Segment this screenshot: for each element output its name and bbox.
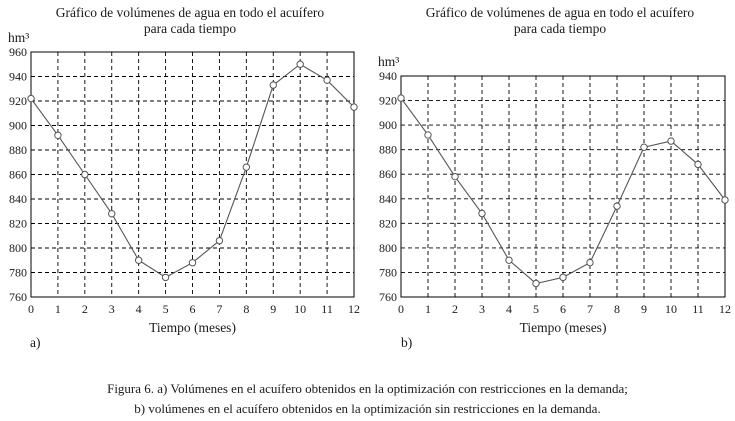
x-tick-label: 11 <box>692 302 704 316</box>
x-tick-label: 5 <box>162 302 169 316</box>
y-tick-label: 940 <box>379 69 397 83</box>
x-tick-label: 7 <box>216 302 223 316</box>
x-tick-label: 1 <box>54 302 61 316</box>
data-point-marker <box>668 138 674 144</box>
data-point-marker <box>722 197 728 203</box>
y-tick-label: 920 <box>379 93 397 108</box>
data-point-marker <box>351 104 357 110</box>
data-point-marker <box>243 164 249 170</box>
data-point-marker <box>533 280 539 286</box>
y-tick-label: 760 <box>379 290 397 304</box>
y-axis-label: hm³ <box>378 54 400 69</box>
y-tick-label: 880 <box>379 142 397 157</box>
figure-caption-line-2: b) volúmenes en el acuífero obtenidos en la optimización sin restricciones en la demanda. <box>134 401 601 416</box>
panel-label: a) <box>30 335 41 350</box>
x-tick-label: 5 <box>533 302 539 316</box>
data-point-marker <box>614 203 620 209</box>
figure-caption-line-1: Figura 6. a) Volúmenes en el acuífero obtenidos en la optimización con restricciones en la demanda; <box>107 381 628 396</box>
y-tick-label: 800 <box>379 240 397 255</box>
chart-title: Gráfico de volúmenes de agua en todo el acuífero <box>425 5 695 20</box>
chart-panel-b <box>378 5 731 350</box>
x-tick-label: 8 <box>614 302 620 316</box>
x-tick-label: 6 <box>189 302 196 316</box>
x-tick-label: 9 <box>641 302 647 316</box>
y-tick-label: 880 <box>9 143 27 157</box>
x-tick-label: 1 <box>425 302 431 316</box>
x-tick-label: 8 <box>243 302 250 316</box>
data-point-marker <box>270 82 276 88</box>
x-tick-label: 4 <box>506 302 512 316</box>
y-tick-label: 860 <box>9 167 27 182</box>
data-point-marker <box>55 132 61 138</box>
x-tick-label: 3 <box>108 302 115 316</box>
data-point-marker <box>479 210 485 216</box>
x-tick-label: 12 <box>719 302 731 316</box>
y-tick-label: 900 <box>379 118 397 133</box>
data-point-marker <box>162 274 168 280</box>
data-point-marker <box>560 274 566 280</box>
data-point-marker <box>28 95 34 101</box>
x-tick-label: 11 <box>321 302 333 316</box>
y-tick-label: 780 <box>9 265 27 280</box>
data-point-marker <box>109 211 115 217</box>
y-tick-label: 840 <box>379 191 397 206</box>
data-point-marker <box>398 95 404 101</box>
data-point-marker <box>189 260 195 266</box>
data-point-marker <box>425 132 431 138</box>
y-tick-label: 840 <box>9 192 27 206</box>
y-tick-label: 800 <box>9 241 27 255</box>
x-axis-label: Tiempo (meses) <box>519 320 607 335</box>
x-tick-label: 9 <box>270 302 277 316</box>
data-point-marker <box>135 257 141 263</box>
y-tick-label: 820 <box>9 216 27 231</box>
y-tick-label: 760 <box>9 290 27 304</box>
panel-label: b) <box>401 335 413 350</box>
x-tick-label: 0 <box>28 302 34 316</box>
x-tick-label: 2 <box>452 302 458 316</box>
data-point-marker <box>506 257 512 263</box>
chart-subtitle: para cada tiempo <box>513 21 607 36</box>
y-tick-label: 860 <box>379 167 397 182</box>
data-point-marker <box>297 61 303 67</box>
x-tick-label: 0 <box>398 302 404 316</box>
x-tick-label: 6 <box>560 302 566 316</box>
x-tick-label: 4 <box>135 302 142 316</box>
y-tick-label: 920 <box>9 94 27 108</box>
data-point-marker <box>695 161 701 167</box>
data-point-marker <box>641 144 647 150</box>
data-point-marker <box>452 173 458 179</box>
x-tick-label: 10 <box>294 302 307 316</box>
x-tick-label: 7 <box>587 302 593 316</box>
x-tick-label: 10 <box>665 302 677 316</box>
chart-panel-a <box>8 5 360 350</box>
data-point-marker <box>216 237 222 243</box>
data-point-marker <box>587 259 593 265</box>
y-tick-label: 900 <box>9 118 27 133</box>
y-tick-label: 820 <box>379 216 397 231</box>
data-point-marker <box>82 171 88 177</box>
x-tick-label: 2 <box>81 302 88 316</box>
data-point-marker <box>324 77 330 83</box>
chart-subtitle: para cada tiempo <box>143 21 237 36</box>
x-tick-label: 3 <box>479 302 485 316</box>
chart-title: Gráfico de volúmenes de agua en todo el acuífero <box>55 5 325 20</box>
plot-frame <box>401 76 725 297</box>
y-tick-label: 780 <box>379 265 397 280</box>
x-axis-label: Tiempo (meses) <box>149 320 236 335</box>
y-axis-label: hm³ <box>8 30 30 45</box>
y-tick-label: 960 <box>9 45 27 59</box>
x-tick-label: 12 <box>348 302 360 316</box>
y-tick-label: 940 <box>9 69 27 84</box>
